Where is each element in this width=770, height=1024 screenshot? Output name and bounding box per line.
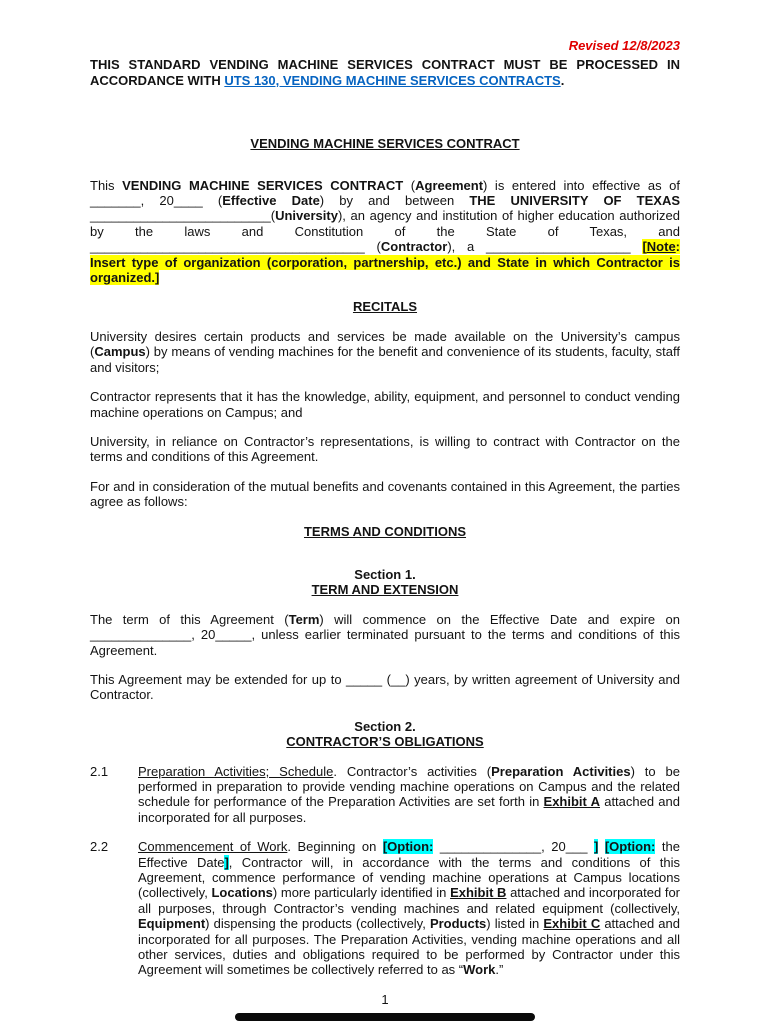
text-run: ), an agency and institution of higher education authorized by the laws and Constitution of the State of Texas, and ______________________________________ (: [90, 208, 680, 255]
text-run: (: [403, 177, 416, 193]
document-title: VENDING MACHINE SERVICES CONTRACT: [250, 136, 520, 152]
text-run: , Contractor will, in accordance with the terms and conditions of this Agreement, commence performance of vending machine operations at Campus locations (collectively,: [138, 854, 680, 901]
text-run: attached and incorporated for all purposes. The Preparation Activities, vending machine operations and all other services, duties and obligations required to be performed by Contractor under this Agreement will sometimes be collectively referred to as “: [138, 916, 680, 978]
clause-2-2-body: [138, 839, 680, 978]
section-1-title: TERM AND EXTENSION: [311, 582, 459, 598]
text-run: ) dispensing the products (collectively,: [205, 916, 430, 932]
text-run: ) by and between: [319, 193, 470, 209]
text-run: Products: [429, 916, 487, 932]
text-run: Note: [646, 239, 676, 255]
home-indicator-bar: [235, 1013, 535, 1021]
text-run: THIS STANDARD VENDING MACHINE SERVICES CONTRACT MUST BE PROCESSED IN ACCORDANCE WITH: [90, 57, 680, 88]
processing-notice: [90, 57, 680, 88]
uts-130-link[interactable]: UTS 130, VENDING MACHINE SERVICES CONTRACTS: [224, 72, 561, 88]
section-1-heading: [90, 567, 680, 598]
text-run: [: [642, 239, 647, 255]
text-run: Exhibit A: [543, 794, 600, 810]
text-run: [598, 839, 605, 854]
text-run: The term of this Agreement (: [90, 611, 289, 627]
clause-2-1-number: 2.1: [90, 763, 109, 779]
text-run: ) is entered into effective as of _______, 20____ (: [90, 177, 680, 209]
text-run: Equipment: [138, 916, 206, 932]
text-run: attached and incorporated for all purposes.: [138, 794, 680, 825]
text-run: .”: [495, 962, 504, 978]
text-run: ) listed in: [486, 916, 544, 932]
text-run: [Option:: [382, 839, 434, 855]
text-run: the Effective Date: [138, 839, 680, 870]
text-run: Contractor: [380, 239, 448, 255]
text-run: Preparation Activities: [491, 763, 631, 779]
text-run: Preparation Activities; Schedule: [138, 763, 334, 779]
text-run: ), a ____________________: [447, 239, 643, 255]
text-run: University, in reliance on Contractor’s representations, is willing to contract with Contractor on the terms and conditions of this Agreement.: [90, 433, 680, 465]
clause-2-2: [90, 839, 680, 978]
text-run: ) will commence on the Effective Date and expire on ______________, 20_____, unless earlier terminated pursuant to the terms and conditions of this Agreement.: [90, 611, 680, 658]
text-run: ]: [593, 839, 599, 855]
clause-2-1-body: [138, 764, 680, 826]
term-paragraph: [90, 612, 680, 658]
recital-paragraph-3: [90, 434, 680, 465]
text-run: Exhibit C: [543, 916, 601, 932]
text-run: Contractor represents that it has the knowledge, ability, equipment, and personnel to conduct vending machine operations on Campus; and: [90, 389, 680, 420]
text-run: ) more particularly identified in: [272, 885, 451, 901]
text-run: Term: [288, 611, 320, 627]
text-run: Commencement of Work: [138, 839, 288, 855]
text-run: : Insert type of organization (corporation, partnership, etc.) and State in which Contractor is organized.]: [90, 239, 681, 286]
section-1-label: Section 1.: [354, 566, 416, 582]
clause-2-2-number: 2.2: [90, 839, 109, 855]
text-run: For and in consideration of the mutual benefits and covenants contained in this Agreement, the parties agree as follows:: [90, 478, 680, 510]
extension-paragraph: [90, 672, 680, 703]
revision-note: Revised 12/8/2023: [568, 38, 680, 53]
section-2-heading: [90, 719, 680, 750]
text-run: ______________, 20___: [433, 839, 594, 855]
text-run: University desires certain products and services be made available on the University’s campus (: [90, 328, 680, 360]
text-run: [Option:: [604, 839, 656, 855]
text-run: This: [90, 177, 123, 193]
text-run: Work: [463, 962, 496, 978]
text-run: University: [275, 208, 338, 224]
text-run: Effective Date: [222, 193, 320, 209]
section-2-label: Section 2.: [354, 718, 416, 734]
text-run: Campus: [94, 344, 146, 360]
text-run: VENDING MACHINE SERVICES CONTRACT: [122, 177, 404, 193]
text-run: THE UNIVERSITY OF TEXAS: [469, 193, 680, 209]
text-run: This Agreement may be extended for up to _____ (__) years, by written agreement of University and Contractor.: [90, 671, 680, 703]
text-run: ]: [224, 854, 229, 870]
recital-paragraph-4: [90, 479, 680, 510]
page-number: 1: [381, 991, 389, 1007]
text-run: ) by means of vending machines for the benefit and convenience of its students, faculty, staff and visitors;: [90, 344, 680, 375]
recital-paragraph-1: [90, 329, 680, 375]
text-run: Exhibit B: [450, 885, 507, 901]
clause-2-1: [90, 764, 680, 826]
intro-paragraph: [90, 178, 680, 286]
recital-paragraph-2: [90, 389, 680, 420]
text-run: _________________________(: [90, 208, 276, 224]
text-run: attached and incorporated for all purposes, through Contractor’s vending machines and related equipment (collectively,: [138, 885, 681, 916]
text-run: ) to be performed in preparation to provide vending machine operations on Campus and the related schedule for performance of the Preparation Activities are set forth in: [138, 763, 680, 810]
text-run: . Beginning on: [287, 839, 383, 855]
terms-and-conditions-heading: TERMS AND CONDITIONS: [303, 523, 467, 539]
section-2-title: CONTRACTOR’S OBLIGATIONS: [286, 734, 484, 750]
text-run: Agreement: [415, 177, 484, 193]
text-run: Locations: [211, 885, 273, 901]
recitals-heading: RECITALS: [352, 299, 418, 315]
text-run: . Contractor’s activities (: [333, 763, 492, 779]
text-run: .: [560, 72, 565, 88]
